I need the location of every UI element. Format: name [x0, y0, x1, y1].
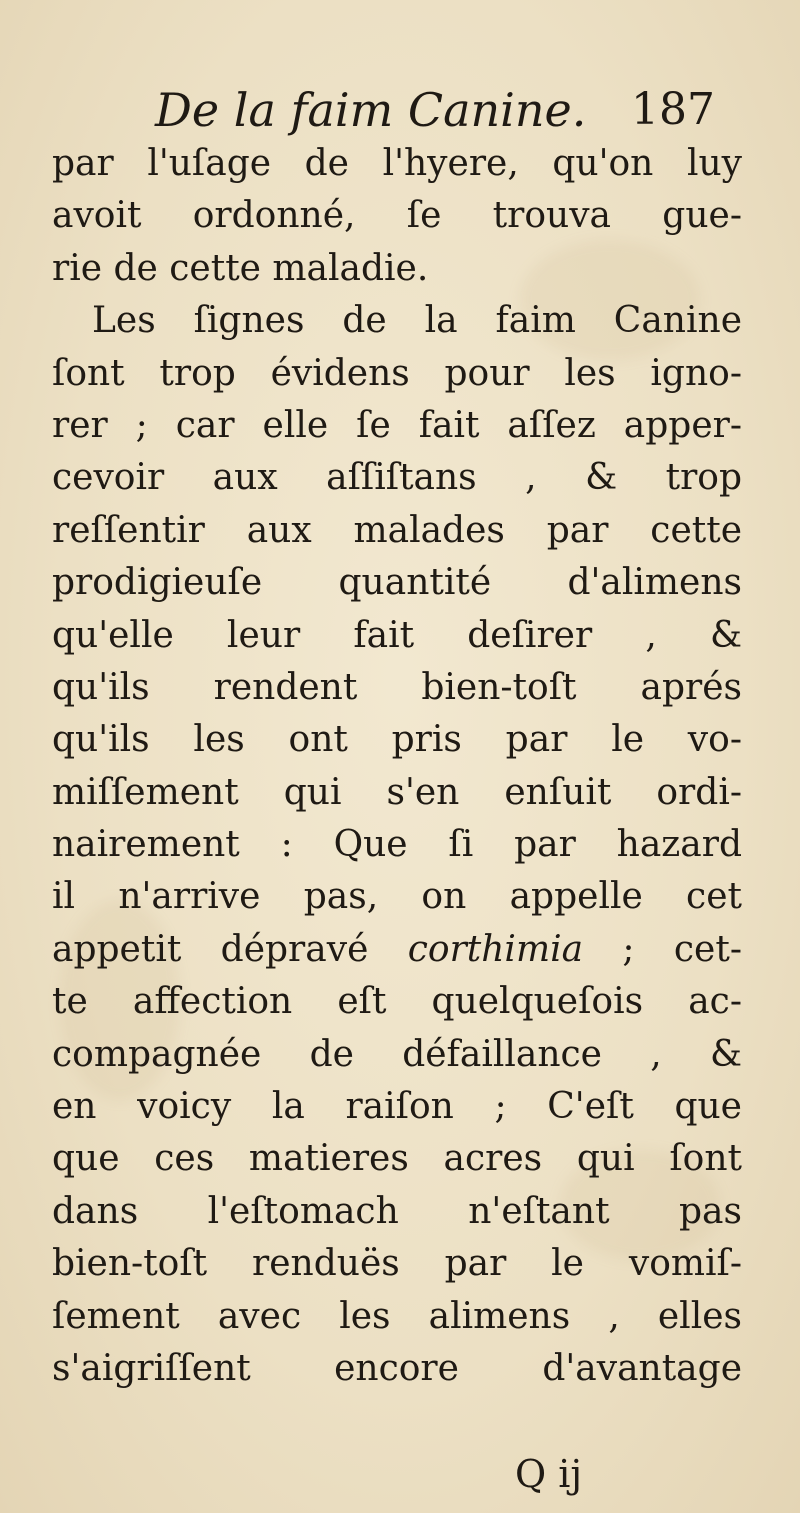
- signature-mark: Q ij: [515, 1452, 583, 1496]
- text-line: compagnée de défaillance , &: [52, 1033, 742, 1075]
- text-line: ſement avec les alimens , elles: [52, 1295, 742, 1337]
- text-line: bien-toſt renduës par le vomiſ-: [52, 1243, 742, 1285]
- text-line: avoit ordonné, ſe trouva gue-: [52, 195, 742, 237]
- text-line: nairement : Que ſi par hazard: [52, 824, 742, 866]
- text-line: qu'elle leur fait deſirer , &: [52, 614, 742, 656]
- text-line: te affection eſt quelqueſois ac-: [52, 981, 742, 1023]
- text-line: qu'ils les ont pris par le vo-: [52, 719, 742, 761]
- text-line: s'aigriſſent encore d'avantage: [52, 1347, 742, 1389]
- text-line: ſont trop évidens pour les igno-: [52, 352, 742, 394]
- text-line: appetit dépravé corthimia ; cet-: [52, 928, 742, 970]
- text-line: Les ſignes de la faim Canine: [92, 300, 742, 342]
- text-line: en voicy la raiſon ; C'eſt que: [52, 1086, 742, 1128]
- text-line: qu'ils rendent bien-toſt aprés: [52, 666, 742, 708]
- text-line: rer ; car elle ſe fait aſſez apper-: [52, 404, 742, 446]
- text-line: dans l'eſtomach n'eſtant pas: [52, 1190, 742, 1232]
- text-line: cevoir aux aſſiſtans , & trop: [52, 457, 742, 499]
- running-title: De la faim Canine.: [155, 83, 587, 137]
- text-line: prodigieuſe quantité d'alimens: [52, 562, 742, 604]
- text-line: il n'arrive pas, on appelle cet: [52, 876, 742, 918]
- text-line: miſſement qui s'en enſuit ordi-: [52, 771, 742, 813]
- page-number: 187: [631, 84, 715, 135]
- text-line: reſſentir aux malades par cette: [52, 509, 742, 551]
- body-text: [52, 138, 742, 1395]
- italic-term: corthimia: [407, 928, 584, 970]
- text-line: rie de cette maladie.: [52, 247, 429, 289]
- text-line: que ces matieres acres qui ſont: [52, 1138, 742, 1180]
- text-line: par l'uſage de l'hyere, qu'on luy: [52, 143, 742, 184]
